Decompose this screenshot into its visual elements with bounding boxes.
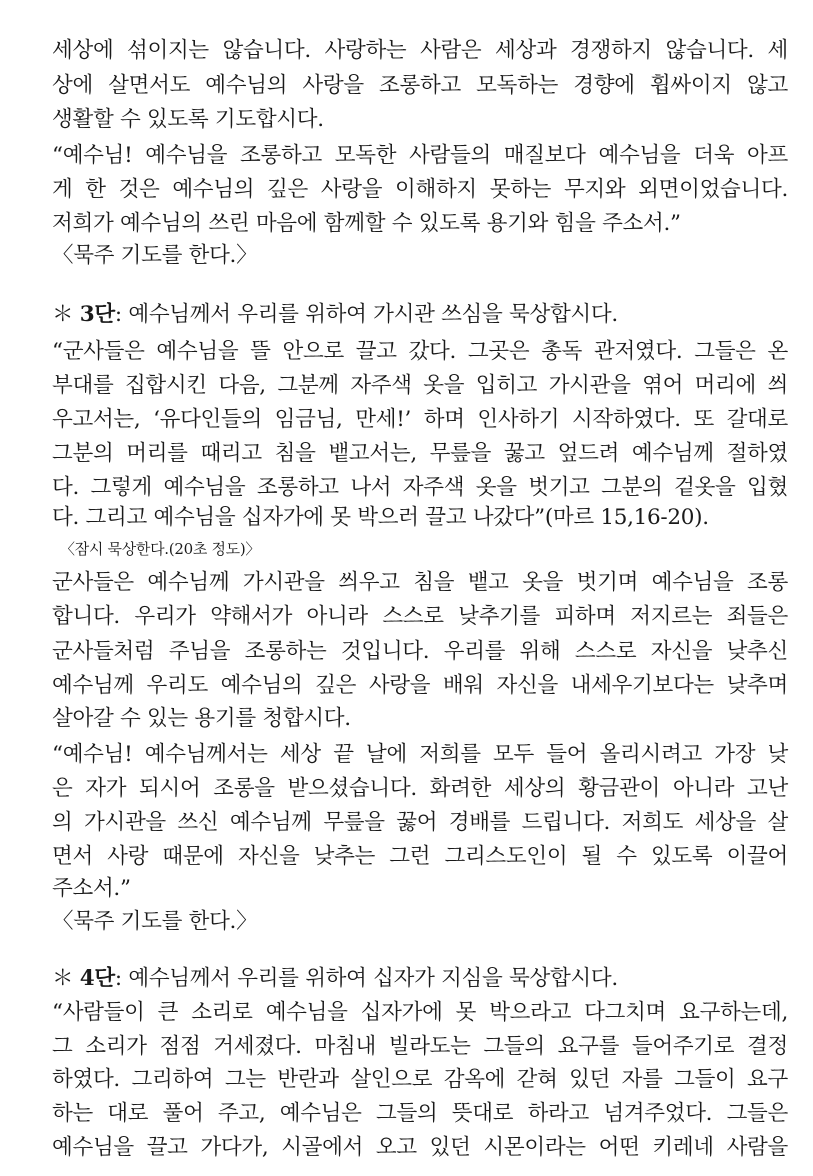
rosary-instruction: 〈묵주 기도를 한다.〉 [52, 243, 258, 268]
decade-title: : 예수님께서 우리를 위하여 십자가 지심을 묵상합시다. [114, 966, 618, 991]
reflection-line: 군사들처럼 주님을 조롱하는 것입니다. 우리를 위해 스스로 자신을 낮추신 [52, 639, 788, 664]
reflection-line: 합니다. 우리가 약해서가 아니라 스스로 낮추기를 피하며 저지르는 죄들은 [52, 604, 788, 629]
scripture-line: 다. 그리고 예수님을 십자가에 못 박으러 끌고 나갔다”(마르 15,16-20). [52, 505, 709, 530]
scripture-line: 다. 그렇게 예수님을 조롱하고 나서 자주색 옷을 벗기고 그분의 겉옷을 입혔 [52, 475, 788, 500]
scripture-line: “군사들은 예수님을 뜰 안으로 끌고 갔다. 그곳은 총독 관저였다. 그들은 온 [52, 339, 788, 364]
scripture-line: 그 소리가 점점 거세졌다. 마침내 빌라도는 그들의 요구를 들어주기로 결정 [52, 1034, 788, 1059]
text-line: 상에 살면서도 예수님의 사랑을 조롱하고 모독하는 경향에 휩싸이지 않고 [52, 73, 788, 98]
scripture-line: 하는 대로 풀어 주고, 예수님은 그들의 뜻대로 하라고 넘겨주었다. 그들은 [52, 1101, 788, 1126]
decade-heading [52, 298, 788, 332]
prayer-line: “예수님! 예수님을 조롱하고 모독한 사람들의 매질보다 예수님을 더욱 아프 [52, 143, 788, 168]
scripture-line: 하였다. 그리하여 그는 반란과 살인으로 감옥에 갇혀 있던 자를 그들이 요구 [52, 1067, 788, 1092]
prayer-line: 주소서.” [52, 876, 131, 901]
scripture-line: “사람들이 큰 소리로 예수님을 십자가에 못 박으라고 다그치며 요구하는데, [52, 1000, 788, 1025]
decade-heading [52, 962, 788, 996]
reflection-line: 살아갈 수 있는 용기를 청합시다. [52, 706, 351, 731]
scripture-line: 우고서는, ‘유다인들의 임금님, 만세!’ 하며 인사하기 시작하였다. 또 갈대로 [52, 407, 788, 432]
scripture-line: 부대를 집합시킨 다음, 그분께 자주색 옷을 입히고 가시관을 엮어 머리에 씌 [52, 373, 788, 398]
text-line: 생활할 수 있도록 기도합시다. [52, 107, 324, 132]
text-line: 세상에 섞이지는 않습니다. 사랑하는 사람은 세상과 경쟁하지 않습니다. 세 [52, 38, 788, 63]
meditation-instruction: 〈잠시 묵상한다.(20초 정도)〉 [60, 540, 261, 558]
prayer-line: 저희가 예수님의 쓰린 마음에 함께할 수 있도록 용기와 힘을 주소서.” [52, 211, 681, 236]
prayer-line: 의 가시관을 쓰신 예수님께 무릎을 꿇어 경배를 드립니다. 저희도 세상을 살 [52, 810, 788, 835]
decade-number: 3단 [79, 302, 115, 327]
prayer-line: “예수님! 예수님께서는 세상 끝 날에 저희를 모두 들어 올리시려고 가장 낮 [52, 742, 788, 767]
reflection-line: 군사들은 예수님께 가시관을 씌우고 침을 뱉고 옷을 벗기며 예수님을 조롱 [52, 570, 788, 595]
decade-number: 4단 [79, 966, 115, 991]
rosary-instruction: 〈묵주 기도를 한다.〉 [52, 909, 258, 934]
bullet-icon: ＊ [52, 966, 74, 991]
decade-title: : 예수님께서 우리를 위하여 가시관 쓰심을 묵상합시다. [114, 302, 618, 327]
prayer-line: 게 한 것은 예수님의 깊은 사랑을 이해하지 못하는 무지와 외면이었습니다. [52, 177, 788, 202]
prayer-line: 면서 사랑 때문에 자신을 낮추는 그런 그리스도인이 될 수 있도록 이끌어 [52, 844, 788, 869]
bullet-icon: ＊ [52, 302, 74, 327]
scripture-line: 예수님을 끌고 가다가, 시골에서 오고 있던 시몬이라는 어떤 키레네 사람을 [52, 1135, 788, 1160]
scripture-line: 그분의 머리를 때리고 침을 뱉고서는, 무릎을 꿇고 엎드려 예수님께 절하였 [52, 441, 788, 466]
prayer-line: 은 자가 되시어 조롱을 받으셨습니다. 화려한 세상의 황금관이 아니라 고난 [52, 776, 788, 801]
reflection-line: 예수님께 우리도 예수님의 깊은 사랑을 배워 자신을 내세우기보다는 낮추며 [52, 673, 788, 698]
